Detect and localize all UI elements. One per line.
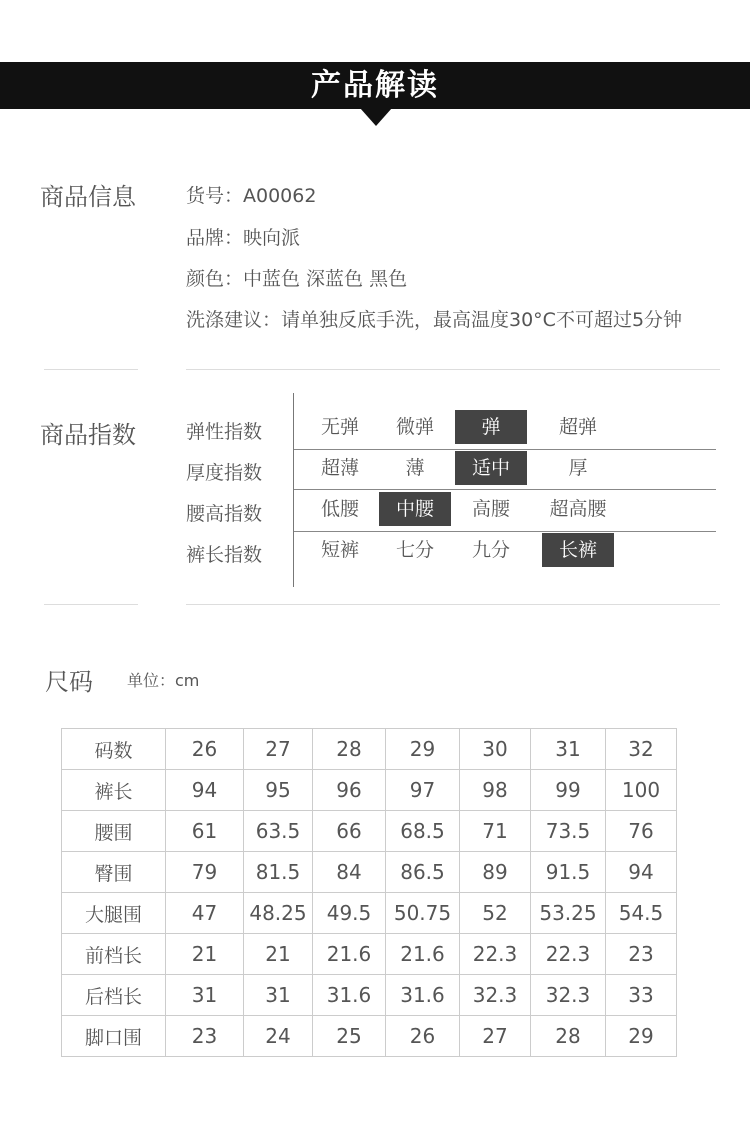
table-row bbox=[62, 770, 677, 811]
info-colors: 颜色：中蓝色 深蓝色 黑色 bbox=[186, 268, 408, 290]
table-cell: 96 bbox=[313, 770, 386, 811]
table-cell: 95 bbox=[244, 770, 313, 811]
index-label: 厚度指数 bbox=[186, 462, 263, 484]
index-option: 薄 bbox=[405, 457, 425, 479]
table-cell: 31 bbox=[531, 729, 606, 770]
index-row-line bbox=[294, 531, 716, 532]
index-option-selected: 弹 bbox=[455, 410, 527, 444]
table-cell: 27 bbox=[460, 1016, 531, 1057]
table-cell: 30 bbox=[460, 729, 531, 770]
index-option-selected: 中腰 bbox=[379, 492, 451, 526]
row-header-cell: 后档长 bbox=[62, 975, 166, 1016]
table-cell: 32.3 bbox=[531, 975, 606, 1016]
index-option: 短裤 bbox=[320, 539, 359, 561]
divider bbox=[44, 369, 138, 370]
index-option: 超薄 bbox=[320, 457, 359, 479]
index-option: 无弹 bbox=[320, 416, 359, 438]
table-cell: 97 bbox=[386, 770, 460, 811]
table-cell: 68.5 bbox=[386, 811, 460, 852]
table-cell: 28 bbox=[313, 729, 386, 770]
index-row-line bbox=[294, 449, 716, 450]
table-cell: 94 bbox=[606, 852, 677, 893]
index-option: 微弹 bbox=[395, 416, 434, 438]
table-row bbox=[62, 893, 677, 934]
index-option: 七分 bbox=[395, 539, 434, 561]
index-option: 低腰 bbox=[320, 498, 359, 520]
table-cell: 27 bbox=[244, 729, 313, 770]
index-vertical-line bbox=[293, 393, 294, 587]
table-row bbox=[62, 975, 677, 1016]
table-cell: 50.75 bbox=[386, 893, 460, 934]
table-cell: 61 bbox=[166, 811, 244, 852]
divider bbox=[186, 604, 720, 605]
header-title: 产品解读 bbox=[311, 68, 439, 103]
table-cell: 21.6 bbox=[386, 934, 460, 975]
table-cell: 54.5 bbox=[606, 893, 677, 934]
table-cell: 63.5 bbox=[244, 811, 313, 852]
table-cell: 99 bbox=[531, 770, 606, 811]
index-label: 腰高指数 bbox=[186, 503, 263, 525]
table-row bbox=[62, 1016, 677, 1057]
table-cell: 29 bbox=[386, 729, 460, 770]
table-cell: 53.25 bbox=[531, 893, 606, 934]
table-row bbox=[62, 852, 677, 893]
index-option-selected: 适中 bbox=[455, 451, 527, 485]
index-option: 超弹 bbox=[558, 416, 597, 438]
product-index-title: 商品指数 bbox=[40, 421, 136, 449]
table-row bbox=[62, 729, 677, 770]
size-table bbox=[61, 728, 677, 1057]
table-cell: 98 bbox=[460, 770, 531, 811]
header-banner bbox=[0, 62, 750, 109]
table-cell: 25 bbox=[313, 1016, 386, 1057]
table-cell: 23 bbox=[166, 1016, 244, 1057]
row-header-cell: 腰围 bbox=[62, 811, 166, 852]
table-cell: 76 bbox=[606, 811, 677, 852]
table-cell: 31.6 bbox=[313, 975, 386, 1016]
table-cell: 81.5 bbox=[244, 852, 313, 893]
table-cell: 86.5 bbox=[386, 852, 460, 893]
table-cell: 31 bbox=[166, 975, 244, 1016]
table-cell: 24 bbox=[244, 1016, 313, 1057]
index-option-selected: 长裤 bbox=[542, 533, 614, 567]
info-brand: 品牌：映向派 bbox=[186, 227, 301, 249]
table-cell: 26 bbox=[386, 1016, 460, 1057]
info-item-no: 货号：A00062 bbox=[186, 185, 317, 207]
table-cell: 100 bbox=[606, 770, 677, 811]
index-row-line bbox=[294, 489, 716, 490]
table-cell: 22.3 bbox=[531, 934, 606, 975]
table-cell: 79 bbox=[166, 852, 244, 893]
table-cell: 52 bbox=[460, 893, 531, 934]
table-cell: 84 bbox=[313, 852, 386, 893]
table-cell: 94 bbox=[166, 770, 244, 811]
size-unit-label: 单位：cm bbox=[127, 671, 200, 690]
table-cell: 28 bbox=[531, 1016, 606, 1057]
row-header-cell: 大腿围 bbox=[62, 893, 166, 934]
index-option: 超高腰 bbox=[549, 498, 607, 520]
info-wash-advice: 洗涤建议：请单独反底手洗，最高温度30°C不可超过5分钟 bbox=[186, 309, 683, 331]
table-cell: 21 bbox=[244, 934, 313, 975]
index-label: 弹性指数 bbox=[186, 421, 263, 443]
table-cell: 21 bbox=[166, 934, 244, 975]
divider bbox=[186, 369, 720, 370]
table-cell: 48.25 bbox=[244, 893, 313, 934]
row-header-cell: 脚口围 bbox=[62, 1016, 166, 1057]
row-header-cell: 前档长 bbox=[62, 934, 166, 975]
row-header-cell: 臀围 bbox=[62, 852, 166, 893]
index-option: 九分 bbox=[471, 539, 510, 561]
table-cell: 31 bbox=[244, 975, 313, 1016]
table-cell: 31.6 bbox=[386, 975, 460, 1016]
row-header-cell: 码数 bbox=[62, 729, 166, 770]
table-cell: 91.5 bbox=[531, 852, 606, 893]
table-cell: 29 bbox=[606, 1016, 677, 1057]
table-cell: 71 bbox=[460, 811, 531, 852]
index-label: 裤长指数 bbox=[186, 544, 263, 566]
table-cell: 32 bbox=[606, 729, 677, 770]
index-option: 厚 bbox=[568, 457, 588, 479]
size-title: 尺码 bbox=[45, 668, 93, 696]
table-cell: 73.5 bbox=[531, 811, 606, 852]
row-header-cell: 裤长 bbox=[62, 770, 166, 811]
table-cell: 23 bbox=[606, 934, 677, 975]
table-cell: 22.3 bbox=[460, 934, 531, 975]
product-info-title: 商品信息 bbox=[40, 183, 136, 211]
table-cell: 49.5 bbox=[313, 893, 386, 934]
index-option: 高腰 bbox=[471, 498, 510, 520]
table-cell: 66 bbox=[313, 811, 386, 852]
table-cell: 32.3 bbox=[460, 975, 531, 1016]
table-cell: 21.6 bbox=[313, 934, 386, 975]
table-cell: 89 bbox=[460, 852, 531, 893]
table-row bbox=[62, 934, 677, 975]
table-cell: 47 bbox=[166, 893, 244, 934]
table-cell: 33 bbox=[606, 975, 677, 1016]
table-cell: 26 bbox=[166, 729, 244, 770]
table-row bbox=[62, 811, 677, 852]
divider bbox=[44, 604, 138, 605]
banner-arrow-icon bbox=[360, 108, 392, 126]
